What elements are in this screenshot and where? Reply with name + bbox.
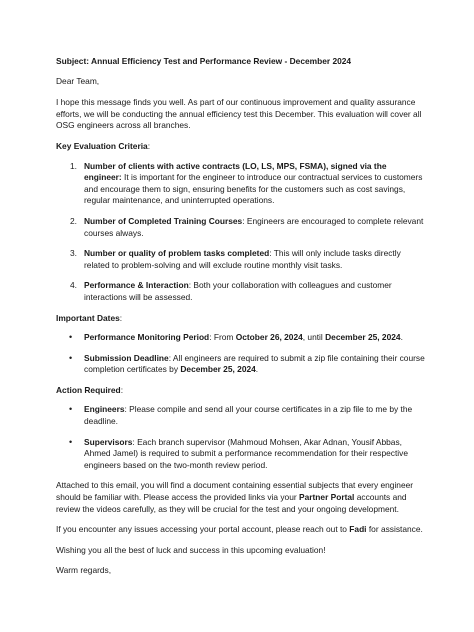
list-number: 4. — [70, 280, 77, 291]
supervisors-text: : Each branch supervisor (Mahmoud Mohsen, Akar Adnan, Yousif Abbas, Ahmed Jamel) is required to submit a performance recommendation for their respective engineers based on the two-month review period. — [84, 436, 408, 470]
bullet-icon: • — [69, 332, 73, 343]
criteria-list — [56, 161, 426, 304]
list-item-text — [84, 437, 426, 472]
bullet-icon: • — [69, 352, 73, 363]
list-item-text — [84, 332, 426, 344]
engineers-text: : Please compile and send all your course certificates in a zip file to me by the deadline. — [84, 404, 413, 427]
criteria-heading — [56, 141, 426, 153]
list-item-text — [84, 353, 426, 376]
wishes-paragraph: Wishing you all the best of luck and success in this upcoming evaluation! — [56, 544, 326, 555]
action-heading-colon: : — [120, 384, 124, 395]
list-number: 3. — [70, 248, 77, 259]
criteria-heading-colon: : — [147, 140, 151, 151]
list-number: 1. — [70, 160, 77, 171]
issues-text-before: If you encounter any issues accessing your portal account, please reach out to — [56, 524, 350, 535]
period-label: Performance Monitoring Period — [84, 332, 210, 343]
closing-line: Warm regards, — [56, 565, 112, 576]
list-item-text — [84, 216, 426, 239]
list-item-text — [84, 280, 426, 303]
list-item — [56, 353, 426, 376]
action-list — [56, 404, 426, 471]
attached-paragraph — [56, 480, 426, 515]
bullet-icon: • — [69, 436, 73, 447]
supervisors-label: Supervisors — [84, 436, 133, 447]
action-heading-text: Action Required — [56, 384, 121, 395]
list-item — [56, 404, 426, 427]
criteria-title: Number of clients with active contracts (LO, LS, MPS, FSMA), signed via the engineer: — [84, 160, 387, 183]
email-greeting: Dear Team, — [56, 75, 100, 86]
criteria-description: : Both your collaboration with colleagues and customer interactions will be assessed. — [84, 280, 392, 302]
list-item-text — [84, 161, 426, 207]
attached-text-after: accounts and review the videos carefully, as they will be crucial for the test and your ongoing development. — [56, 492, 407, 514]
list-number: 2. — [70, 215, 77, 226]
deadline-end: . — [255, 364, 259, 375]
criteria-title: Number or quality of problem tasks completed — [84, 248, 270, 259]
period-until-text: , until — [302, 332, 326, 343]
list-item — [56, 280, 426, 303]
dates-list — [56, 332, 426, 376]
deadline-text: : All engineers are required to submit a zip file containing their course completion certificates by — [84, 352, 425, 375]
criteria-description: It is important for the engineer to introduce our contractual services to customers and encourage them to sign, ensuring benefits for the customers such as cost savings, regular maintenance, and uninterrupted operations. — [84, 172, 423, 206]
criteria-description: : Engineers are encouraged to complete relevant courses always. — [84, 215, 424, 238]
period-from-text: : From — [209, 332, 236, 343]
criteria-title: Number of Completed Training Courses — [84, 215, 243, 226]
dates-heading-colon: : — [119, 312, 123, 323]
dates-heading — [56, 313, 426, 325]
period-end: . — [400, 332, 403, 343]
criteria-description: : This will only include tasks directly related to problem-solving and will exclude routine monthly visit tasks. — [84, 248, 401, 270]
period-from-date: October 26, 2024 — [235, 332, 303, 343]
deadline-label: Submission Deadline — [84, 352, 169, 363]
period-until-date: December 25, 2024 — [325, 332, 401, 343]
issues-paragraph — [56, 524, 426, 536]
list-item-text — [84, 248, 426, 271]
bullet-icon: • — [69, 404, 73, 415]
intro-paragraph: I hope this message finds you well. As part of our continuous improvement and quality assurance efforts, we will be conducting the annual efficiency test this December. This evaluation will cover all OSG engineers across all branches. — [56, 97, 422, 131]
criteria-heading-text: Key Evaluation Criteria — [56, 140, 148, 151]
list-item — [56, 437, 426, 472]
list-item — [56, 248, 426, 271]
issues-text-after: for assistance. — [366, 524, 423, 535]
email-subject: Subject: Annual Efficiency Test and Performance Review - December 2024 — [56, 56, 352, 66]
action-heading — [56, 385, 426, 397]
list-item — [56, 332, 426, 344]
list-item — [56, 161, 426, 207]
attached-text-before: Attached to this email, you will find a document containing essential subjects that every engineer should be familiar with. Please access the provided links via your — [56, 480, 414, 503]
engineers-label: Engineers — [84, 404, 125, 415]
contact-name: Fadi — [349, 524, 367, 535]
list-item — [56, 216, 426, 239]
criteria-title: Performance & Interaction — [84, 280, 189, 291]
deadline-date: December 25, 2024 — [180, 364, 256, 375]
dates-heading-text: Important Dates — [56, 312, 120, 323]
list-item-text — [84, 404, 426, 427]
partner-portal-label: Partner Portal — [299, 492, 355, 503]
